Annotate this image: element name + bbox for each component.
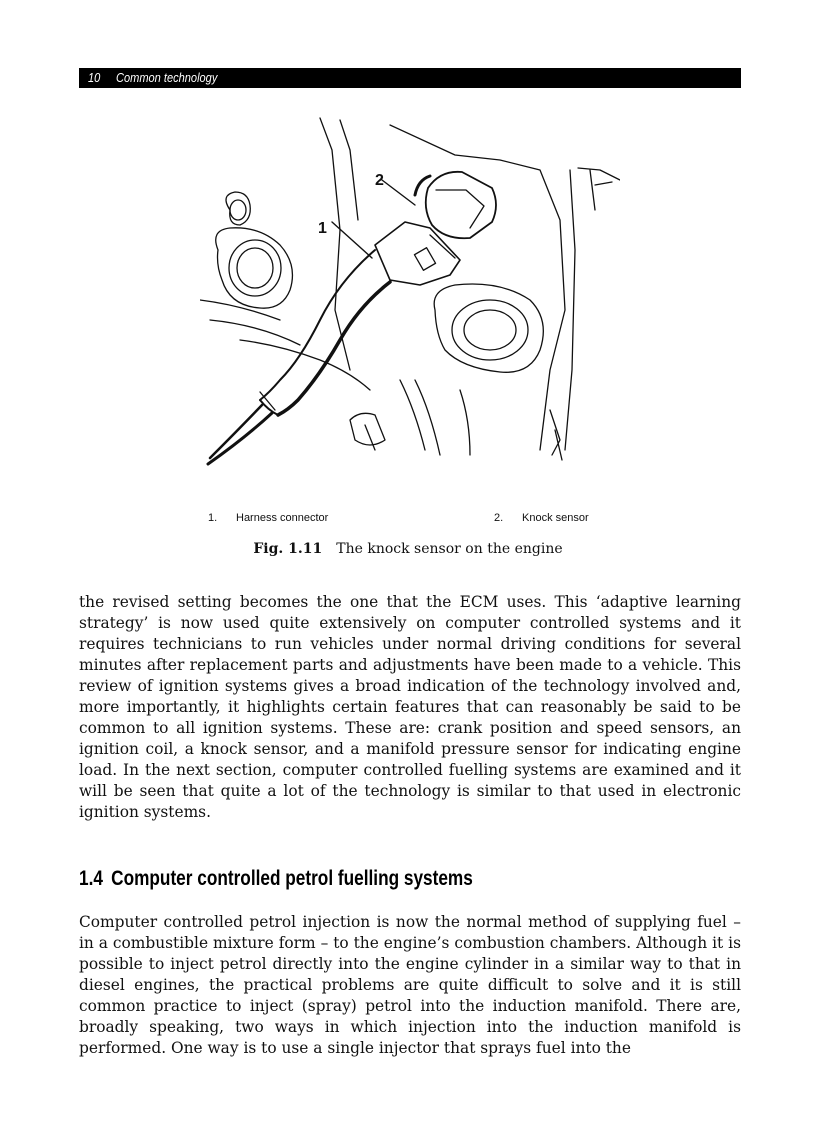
block-curve-right xyxy=(460,390,470,455)
legend-item-knock-sensor xyxy=(494,512,589,524)
legend-label: Knock sensor xyxy=(522,512,589,524)
callout-1-label: 1 xyxy=(318,220,327,237)
legend-number: 1. xyxy=(208,512,218,524)
block-edge-top xyxy=(390,125,565,450)
small-bolt-hole xyxy=(230,200,246,220)
figure-caption-text: The knock sensor on the engine xyxy=(336,541,563,557)
section-title: Computer controlled petrol fuelling systems xyxy=(111,867,473,890)
block-curve-center xyxy=(400,380,425,450)
block-edge-right xyxy=(565,170,575,450)
running-title: Common technology xyxy=(116,70,218,85)
block-curve-left-2 xyxy=(210,320,300,345)
knock-sensor-hex-edge xyxy=(436,190,484,228)
block-rib-2 xyxy=(595,182,612,185)
block-rib-1 xyxy=(590,170,595,210)
legend-item-harness-connector xyxy=(208,512,328,524)
bolt-hole-left-inner xyxy=(237,248,273,288)
section-heading xyxy=(79,866,473,892)
callout-2-label: 2 xyxy=(375,172,384,189)
knock-sensor-figure xyxy=(200,110,620,480)
cable-line-1 xyxy=(210,405,262,458)
block-edge-left-inner xyxy=(340,120,358,220)
figure-caption xyxy=(0,541,816,557)
running-header xyxy=(79,68,741,88)
knock-sensor-body xyxy=(426,172,496,238)
connector-edge xyxy=(430,235,455,258)
lower-feature-1 xyxy=(350,413,385,445)
body-paragraph-1: the revised setting becomes the one that the ECM uses. This ‘adaptive learning strategy’ is now used quite extensively on computer controlled systems and it requires technicians to run vehicles under normal driving conditions for several minutes after replacement parts and adjustments have been made to a vehicle. This review of ignition systems gives a broad indication of the technology involved and, more importantly, it highlights certain features that can reasonably be said to be common to all ignition systems. These are: crank position and speed sensors, an ignition coil, a knock sensor, and a manifold pressure sensor for indicating engine load. In the next section, computer controlled fuelling systems are examined and it will be seen that quite a lot of the technology is similar to that used in electronic ignition systems. xyxy=(79,593,741,821)
connector-latch xyxy=(414,248,435,271)
knock-sensor-illustration xyxy=(200,110,620,480)
lower-feature-line xyxy=(365,425,375,450)
section-number: 1.4 xyxy=(79,867,103,890)
bolt-hole-center-inner xyxy=(464,310,516,350)
legend-number: 2. xyxy=(494,512,504,524)
figure-label: Fig. 1.11 xyxy=(253,541,323,557)
cable-line-2 xyxy=(208,413,272,464)
cable-sleeve-bottom xyxy=(278,282,390,415)
block-curve-center-2 xyxy=(415,380,440,455)
block-edge-right-top xyxy=(578,168,620,180)
body-paragraph-2: Computer controlled petrol injection is now the normal method of supplying fuel – in a combustible mixture form – to the engine’s combustion chambers. Although it is possible to inject petrol directly into the engine cylinder in a similar way to that in diesel engines, the practical problems are quite difficult to solve and it is still common practice to inject (spray) petrol into the induction manifold. There are, broadly speaking, two ways in which injection into the induction manifold is performed. One way is to use a single injector that sprays fuel into the xyxy=(79,913,741,1057)
callout-2-leader xyxy=(382,180,415,205)
boss-center xyxy=(434,284,543,372)
page-number: 10 xyxy=(88,70,101,85)
legend-label: Harness connector xyxy=(236,512,329,524)
